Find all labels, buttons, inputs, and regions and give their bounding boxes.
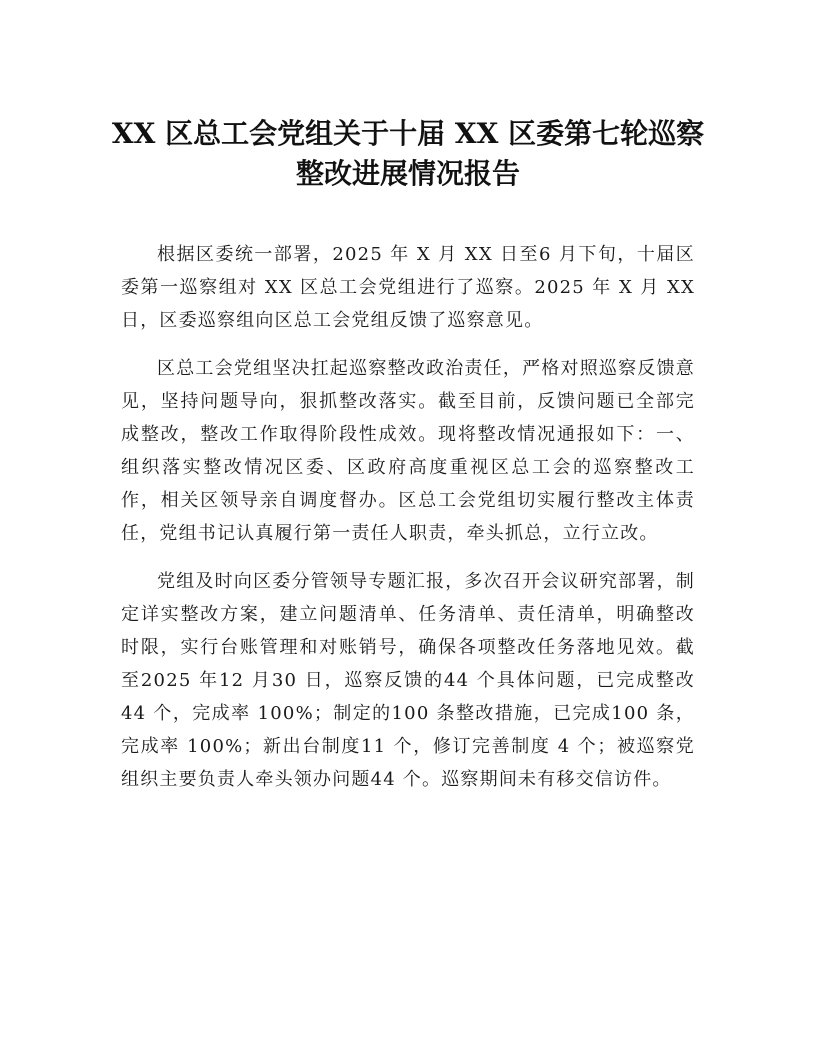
paragraph-1: 根据区委统一部署，2025 年 X 月 XX 日至6 月下旬，十届区委第一巡察组对 XX 区总工会党组进行了巡察。2025 年 X 月 XX 日，区委巡察组向区总工会党组反馈了巡察意见。 [121,244,695,331]
paragraph-3: 党组及时向区委分管领导专题汇报，多次召开会议研究部署，制定详实整改方案，建立问题清单、任务清单、责任清单，明确整改时限，实行台账管理和对账销号，确保各项整改任务落地见效。截至2025 年12 月30 日，巡察反馈的44 个具体问题，已完成整改44 个，完成率 100%；制定的100 条整改措施，已完成100 条，完成率 100%；新出台制度11 个，修订完善制度 4 个；被巡察党组织主要负责人牵头领办问题44 个。巡察期间未有移交信访件。 [121,571,695,790]
document-body [121,238,695,811]
paragraph-2: 区总工会党组坚决扛起巡察整改政治责任，严格对照巡察反馈意见，坚持问题导向，狠抓整改落实。截至目前，反馈问题已全部完成整改，整改工作取得阶段性成效。现将整改情况通报如下：一、组织落实整改情况区委、区政府高度重视区总工会的巡察整改工作，相关区领导亲自调度督办。区总工会党组切实履行整改主体责任，党组书记认真履行第一责任人职责，牵头抓总，立行立改。 [121,358,695,544]
document-title: XX 区总工会党组关于十届 XX 区委第七轮巡察整改进展情况报告 [111,117,705,190]
